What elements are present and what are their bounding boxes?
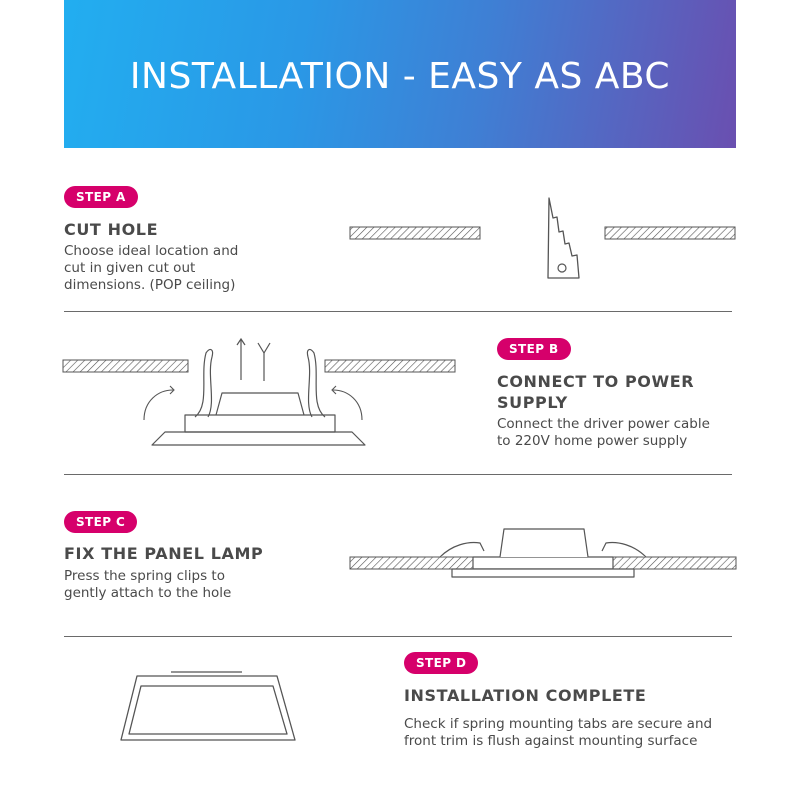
step-b-description <box>497 416 710 450</box>
power-cable-icon <box>258 343 270 381</box>
step-a-title: CUT HOLE <box>64 220 159 239</box>
divider <box>64 474 732 475</box>
installed-panel-illustration <box>115 668 305 746</box>
step-d-title: INSTALLATION COMPLETE <box>404 686 647 705</box>
step-c-description <box>64 568 231 602</box>
hole-saw-icon <box>548 198 579 278</box>
rotate-right-arrow-icon <box>332 386 362 420</box>
step-b-title-line: CONNECT TO POWER <box>497 372 695 391</box>
step-c-title: FIX THE PANEL LAMP <box>64 544 264 563</box>
step-d-desc-line: Check if spring mounting tabs are secure and <box>404 716 713 732</box>
step-a-desc-line: Choose ideal location and <box>64 243 239 259</box>
up-arrow-icon <box>237 339 245 380</box>
step-b-title <box>497 371 694 413</box>
page-title: INSTALLATION - EASY AS ABC <box>129 55 671 97</box>
step-c-desc-line: Press the spring clips to <box>64 568 225 584</box>
panel-lamp-icon <box>121 672 295 740</box>
step-d-badge: STEP D <box>404 652 478 674</box>
fix-panel-lamp-illustration <box>340 515 740 585</box>
step-c-desc-line: gently attach to the hole <box>64 585 232 601</box>
divider <box>64 636 732 637</box>
step-b-title-line: SUPPLY <box>497 393 568 412</box>
ceiling-left-section <box>63 360 188 372</box>
ceiling-right-section <box>325 360 455 372</box>
step-d-desc-line: front trim is flush against mounting surface <box>404 733 698 749</box>
header-banner <box>64 0 736 148</box>
panel-lamp-icon <box>440 529 646 577</box>
step-a-desc-line: cut in given cut out <box>64 260 196 276</box>
step-d-description <box>404 716 712 750</box>
cut-hole-illustration <box>340 190 740 290</box>
step-a-desc-line: dimensions. (POP ceiling) <box>64 277 236 293</box>
step-a-description <box>64 243 238 294</box>
connect-power-illustration <box>60 335 400 455</box>
step-b-desc-line: to 220V home power supply <box>497 433 688 449</box>
step-b-desc-line: Connect the driver power cable <box>497 416 710 432</box>
step-b-badge: STEP B <box>497 338 571 360</box>
step-c-badge: STEP C <box>64 511 137 533</box>
divider <box>64 311 732 312</box>
ceiling-right-section <box>605 227 735 239</box>
step-a-badge: STEP A <box>64 186 138 208</box>
ceiling-left-section <box>350 227 480 239</box>
rotate-left-arrow-icon <box>144 386 174 420</box>
